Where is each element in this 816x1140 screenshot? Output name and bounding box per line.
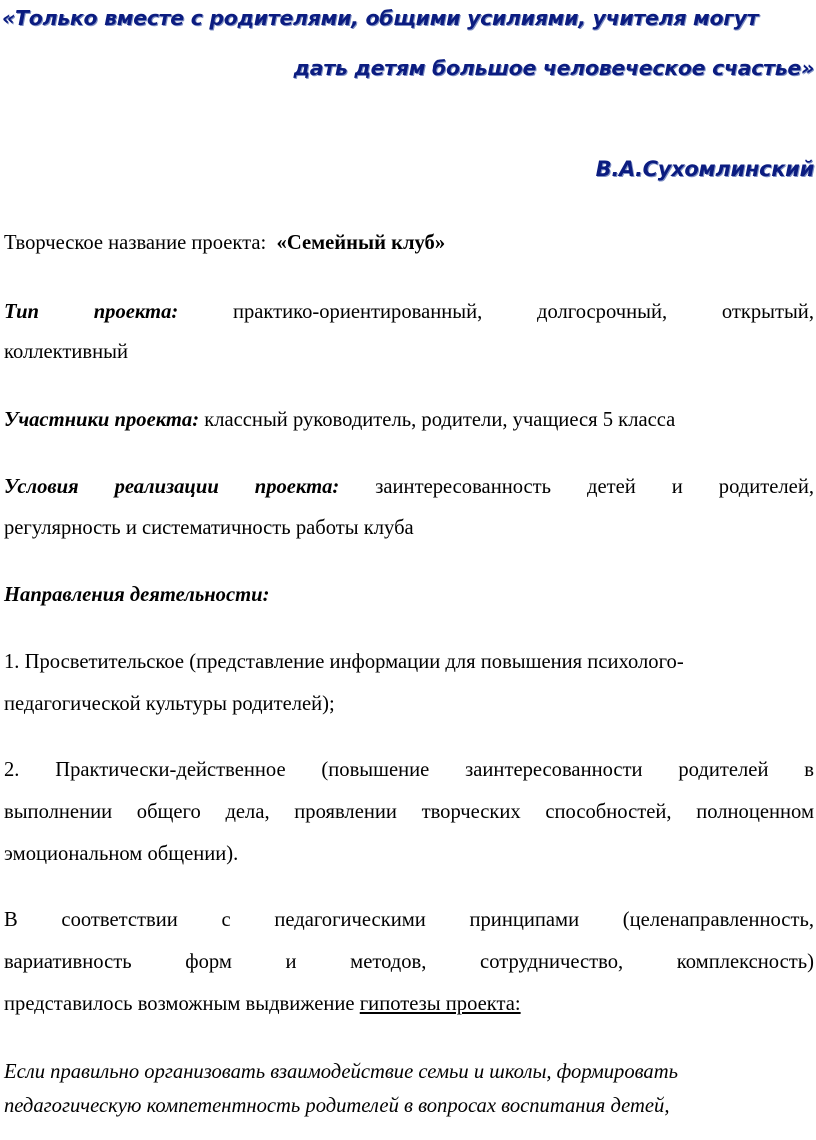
project-type-label: Тип проекта: — [4, 301, 179, 323]
hypothesis-intro-line-3 — [4, 986, 814, 1022]
creative-title-label: Творческое название проекта: — [4, 232, 267, 254]
conditions-line-1 — [4, 469, 814, 505]
directions-heading: Направления деятельности: — [4, 584, 270, 606]
participants-value: классный руководитель, родители, учащиеся 5 класса — [204, 409, 676, 431]
conditions-value-1: заинтересованность детей и родителей, — [375, 476, 814, 498]
hypothesis-intro-line-2: вариативность форм и методов, сотрудничество, комплексность) — [4, 951, 814, 973]
direction-2-line-1: 2. Практически-действенное (повышение заинтересованности родителей в — [4, 759, 814, 781]
hypothesis-line-1: Если правильно организовать взаимодействие семьи и школы, формировать — [4, 1061, 678, 1083]
project-type-line-1 — [4, 294, 814, 330]
participants-line — [4, 402, 814, 438]
project-type-value-3: открытый, — [721, 301, 814, 323]
direction-2-line-3: эмоциональном общении). — [4, 843, 239, 865]
epigraph-line-2: дать детям большое человеческое счастье» — [293, 56, 814, 80]
direction-2-line-2: выполнении общего дела, проявлении творческих способностей, полноценном — [4, 801, 814, 823]
creative-title-value: «Семейный клуб» — [276, 232, 446, 254]
hypothesis-link-text: гипотезы проекта: — [359, 993, 521, 1015]
conditions-label: Условия реализации проекта: — [4, 476, 340, 498]
direction-1-line-2: педагогической культуры родителей); — [4, 693, 335, 715]
hypothesis-intro-text: представилось возможным выдвижение — [4, 993, 355, 1015]
conditions-line-2: регулярность и систематичность работы клуба — [4, 517, 414, 539]
participants-label: Участники проекта: — [4, 409, 200, 431]
project-type-value-2: долгосрочный, — [537, 301, 668, 323]
project-type-value-1: практико-ориентированный, — [232, 301, 483, 323]
project-type-line-2: коллективный — [4, 341, 129, 363]
creative-title-line — [4, 225, 814, 261]
hypothesis-intro-line-1: В соответствии с педагогическими принципами (целенаправленность, — [4, 909, 814, 931]
epigraph-line-1: «Только вместе с родителями, общими усилиями, учителя могут — [2, 6, 759, 30]
hypothesis-line-2: педагогическую компетентность родителей в вопросах воспитания детей, — [4, 1095, 670, 1117]
direction-1-line-1: 1. Просветительское (представление информации для повышения психолого- — [4, 651, 684, 673]
epigraph-author: В.А.Сухомлинский — [595, 157, 814, 181]
